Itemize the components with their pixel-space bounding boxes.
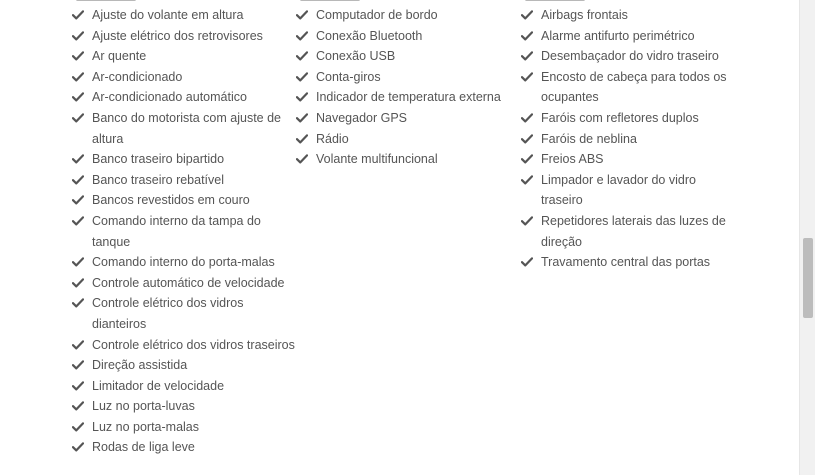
feature-label: Travamento central das portas [541, 255, 711, 270]
check-icon [72, 360, 84, 370]
feature-list-item [296, 5, 521, 26]
check-icon [521, 154, 533, 164]
feature-label: Ajuste do volante em altura [92, 8, 244, 22]
check-icon [296, 113, 308, 123]
feature-list-item [72, 376, 297, 397]
feature-list-item [72, 355, 297, 376]
check-icon [521, 257, 533, 267]
features-column-seguranca [521, 5, 731, 273]
feature-list-item [72, 417, 297, 438]
check-icon [72, 92, 84, 102]
scrollbar-track[interactable] [799, 0, 815, 475]
feature-label: Ar-condicionado [92, 69, 183, 84]
check-icon [296, 92, 308, 102]
feature-label: Faróis de neblina [541, 131, 637, 146]
feature-list-item [72, 396, 297, 417]
feature-label: Navegador GPS [316, 110, 408, 125]
feature-list-item [72, 46, 297, 67]
check-icon [521, 51, 533, 61]
check-icon [72, 113, 84, 123]
feature-label: Alarme antifurto perimétrico [541, 28, 695, 43]
feature-list-item [72, 5, 297, 26]
feature-label: Rádio [316, 131, 349, 146]
check-icon [521, 134, 533, 144]
check-icon [72, 340, 84, 350]
feature-label: Conta-giros [316, 69, 381, 84]
feature-label: Ar quente [92, 49, 147, 64]
scrollbar-thumb[interactable] [803, 238, 813, 318]
feature-label: Ar-condicionado automático [92, 90, 247, 105]
check-icon [521, 216, 533, 226]
feature-list-item [72, 437, 297, 458]
feature-label: Conexão USB [316, 49, 396, 64]
feature-list-item [521, 252, 731, 273]
check-icon [72, 154, 84, 164]
check-icon [521, 72, 533, 82]
column-header-cut-off [525, 0, 585, 1]
column-header-cut-off [76, 0, 136, 1]
check-icon [296, 134, 308, 144]
feature-list-item [72, 293, 297, 334]
feature-list-item [521, 26, 731, 47]
check-icon [521, 31, 533, 41]
feature-list-item [521, 5, 731, 26]
feature-list-item [72, 108, 297, 149]
feature-label: Freios ABS [541, 152, 604, 167]
feature-list-item [521, 108, 731, 129]
feature-label: Computador de bordo [316, 8, 438, 22]
check-icon [72, 442, 84, 452]
feature-label: Limpador e lavador do vidro traseiro [541, 172, 696, 208]
feature-label: Indicador de temperatura externa [316, 90, 501, 105]
feature-list-item [72, 149, 297, 170]
check-icon [72, 381, 84, 391]
feature-label: Conexão Bluetooth [316, 28, 423, 43]
feature-list-item [72, 211, 297, 252]
feature-list-item [296, 149, 521, 170]
feature-label: Luz no porta-luvas [92, 399, 195, 414]
check-icon [72, 72, 84, 82]
feature-label: Airbags frontais [541, 8, 628, 22]
feature-list-item [72, 190, 297, 211]
feature-list-item [521, 149, 731, 170]
feature-list-item [296, 87, 521, 108]
feature-list-item [72, 335, 297, 356]
feature-list-item [296, 46, 521, 67]
feature-label: Desembaçador do vidro traseiro [541, 49, 719, 64]
feature-list-item [72, 273, 297, 294]
feature-list-item [521, 129, 731, 150]
feature-label: Controle elétrico dos vidros traseiros [92, 337, 295, 352]
check-icon [296, 72, 308, 82]
check-icon [296, 51, 308, 61]
check-icon [72, 257, 84, 267]
feature-label: Banco traseiro bipartido [92, 152, 225, 167]
feature-list-item [72, 252, 297, 273]
check-icon [72, 10, 84, 20]
check-icon [72, 298, 84, 308]
check-icon [521, 113, 533, 123]
feature-label: Luz no porta-malas [92, 419, 200, 434]
feature-list-item [72, 170, 297, 191]
feature-list-item [296, 129, 521, 150]
feature-label: Banco do motorista com ajuste de altura [92, 110, 281, 146]
feature-list-item [296, 67, 521, 88]
feature-label: Repetidores laterais das luzes de direção [541, 213, 726, 249]
check-icon [72, 175, 84, 185]
feature-list-item [296, 108, 521, 129]
check-icon [72, 51, 84, 61]
feature-label: Comando interno do porta-malas [92, 255, 275, 270]
feature-label: Comando interno da tampa do tanque [92, 213, 261, 249]
feature-label: Banco traseiro rebatível [92, 172, 225, 187]
feature-list-item [521, 211, 731, 252]
feature-label: Rodas de liga leve [92, 440, 195, 455]
check-icon [296, 10, 308, 20]
feature-list-item [72, 67, 297, 88]
check-icon [521, 175, 533, 185]
feature-list-item [521, 170, 731, 211]
check-icon [521, 10, 533, 20]
feature-label: Bancos revestidos em couro [92, 193, 250, 208]
column-header-cut-off [300, 0, 360, 1]
feature-list-item [72, 87, 297, 108]
check-icon [296, 154, 308, 164]
check-icon [72, 278, 84, 288]
feature-label: Volante multifuncional [316, 152, 438, 167]
check-icon [72, 422, 84, 432]
feature-list-item [521, 67, 731, 108]
feature-label: Faróis com refletores duplos [541, 110, 699, 125]
check-icon [72, 216, 84, 226]
feature-list-item [296, 26, 521, 47]
feature-label: Encosto de cabeça para todos os ocupantes [541, 69, 727, 105]
check-icon [72, 401, 84, 411]
feature-label: Controle automático de velocidade [92, 275, 285, 290]
feature-list-item [521, 46, 731, 67]
features-column-conforto [72, 5, 297, 458]
feature-label: Direção assistida [92, 358, 188, 373]
features-column-tecnologia [296, 5, 521, 170]
check-icon [72, 195, 84, 205]
feature-label: Ajuste elétrico dos retrovisores [92, 28, 263, 43]
feature-label: Limitador de velocidade [92, 378, 225, 393]
feature-list-item [72, 26, 297, 47]
check-icon [296, 31, 308, 41]
check-icon [72, 31, 84, 41]
feature-label: Controle elétrico dos vidros dianteiros [92, 296, 244, 331]
